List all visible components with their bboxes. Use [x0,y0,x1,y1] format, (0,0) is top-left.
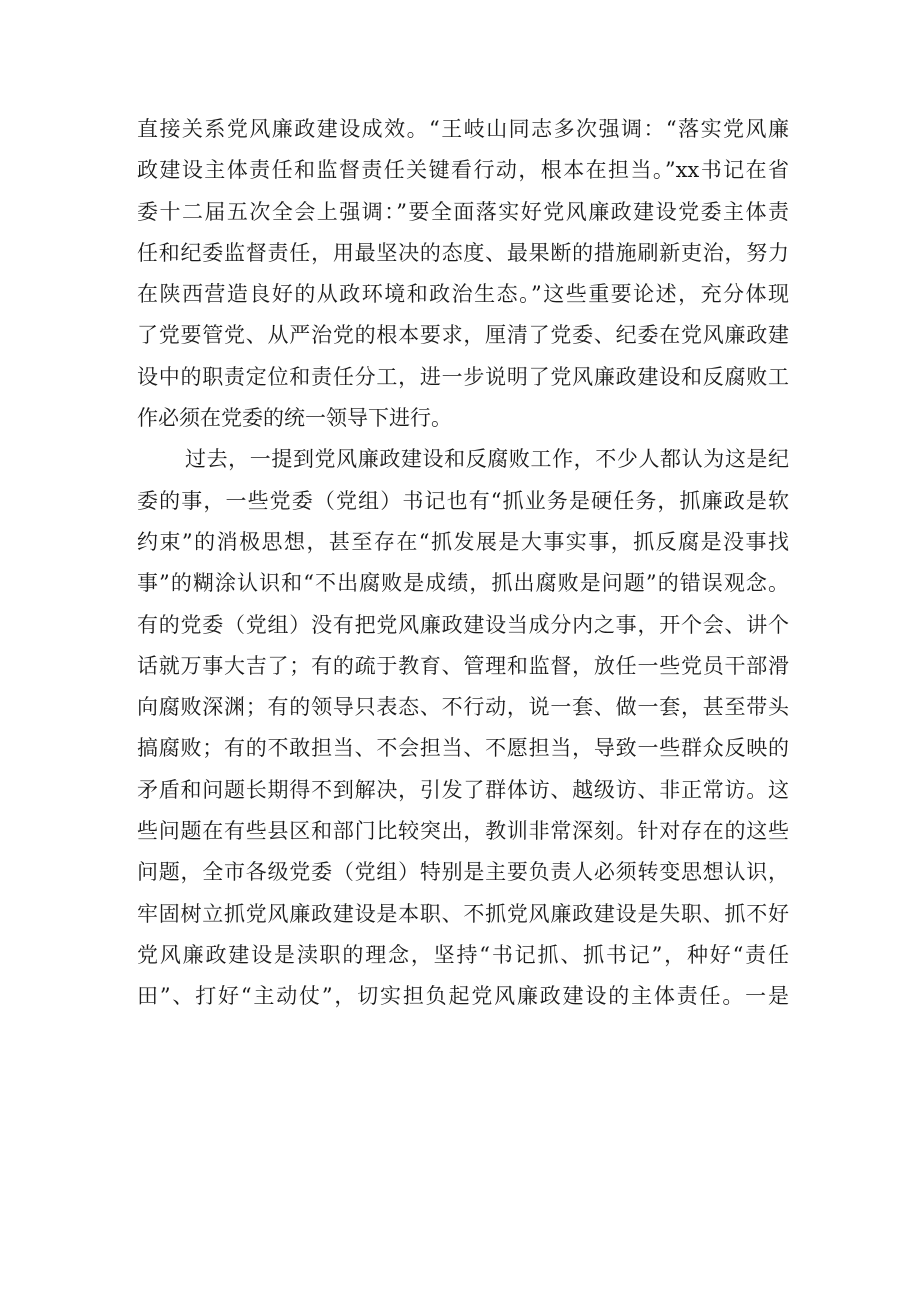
text-line: 委的事，一些党委（党组）书记也有“抓业务是硬任务，抓廉政是软 [137,488,789,513]
text-line: 作必须在党委的统一领导下进行。 [137,406,452,431]
text-line: 牢固树立抓党风廉政建设是本职、不抓党风廉政建设是失职、抓不好 [137,901,789,926]
text-line: 约束”的消极思想，甚至存在“抓发展是大事实事，抓反腐是没事找 [137,529,789,554]
text-line: 设中的职责定位和责任分工，进一步说明了党风廉政建设和反腐败工 [137,364,789,389]
text-line: 党风廉政建设是渎职的理念，坚持“书记抓、抓书记”，种好“责任 [137,942,789,967]
text-line: 些问题在有些县区和部门比较突出，教训非常深刻。针对存在的这些 [137,819,789,844]
text-line: 任和纪委监督责任，用最坚决的态度、最果断的措施刷新吏治，努力 [137,240,789,265]
text-line: 了党要管党、从严治党的根本要求，厘清了党委、纪委在党风廉政建 [137,323,789,348]
text-line: 政建设主体责任和监督责任关键看行动，根本在担当。”xx书记在省 [137,158,789,183]
text-line: 问题，全市各级党委（党组）特别是主要负责人必须转变思想认识， [137,860,789,885]
text-line: 话就万事大吉了；有的疏于教育、管理和监督，放任一些党员干部滑 [137,653,789,678]
text-line: 直接关系党风廉政建设成效。“王岐山同志多次强调：“落实党风廉 [137,117,789,141]
text-line: 矛盾和问题长期得不到解决，引发了群体访、越级访、非正常访。这 [137,777,789,802]
text-line: 田”、打好“主动仗”，切实担负起党风廉政建设的主体责任。一是 [137,984,789,1009]
text-line: 向腐败深渊；有的领导只表态、不行动，说一套、做一套，甚至带头 [137,695,789,720]
text-line: 搞腐败；有的不敢担当、不会担当、不愿担当，导致一些群众反映的 [137,736,789,761]
text-line: 委十二届五次全会上强调：”要全面落实好党风廉政建设党委主体责 [137,199,789,224]
text-line: 有的党委（党组）没有把党风廉政建设当成分内之事，开个会、讲个 [137,612,789,637]
text-line: 过去，一提到党风廉政建设和反腐败工作，不少人都认为这是纪 [185,447,789,472]
text-line: 事”的糊涂认识和“不出腐败是成绩，抓出腐败是问题”的错误观念。 [137,571,789,596]
document-body [137,109,789,1018]
text-line: 在陕西营造良好的从政环境和政治生态。”这些重要论述，充分体现 [137,282,789,307]
